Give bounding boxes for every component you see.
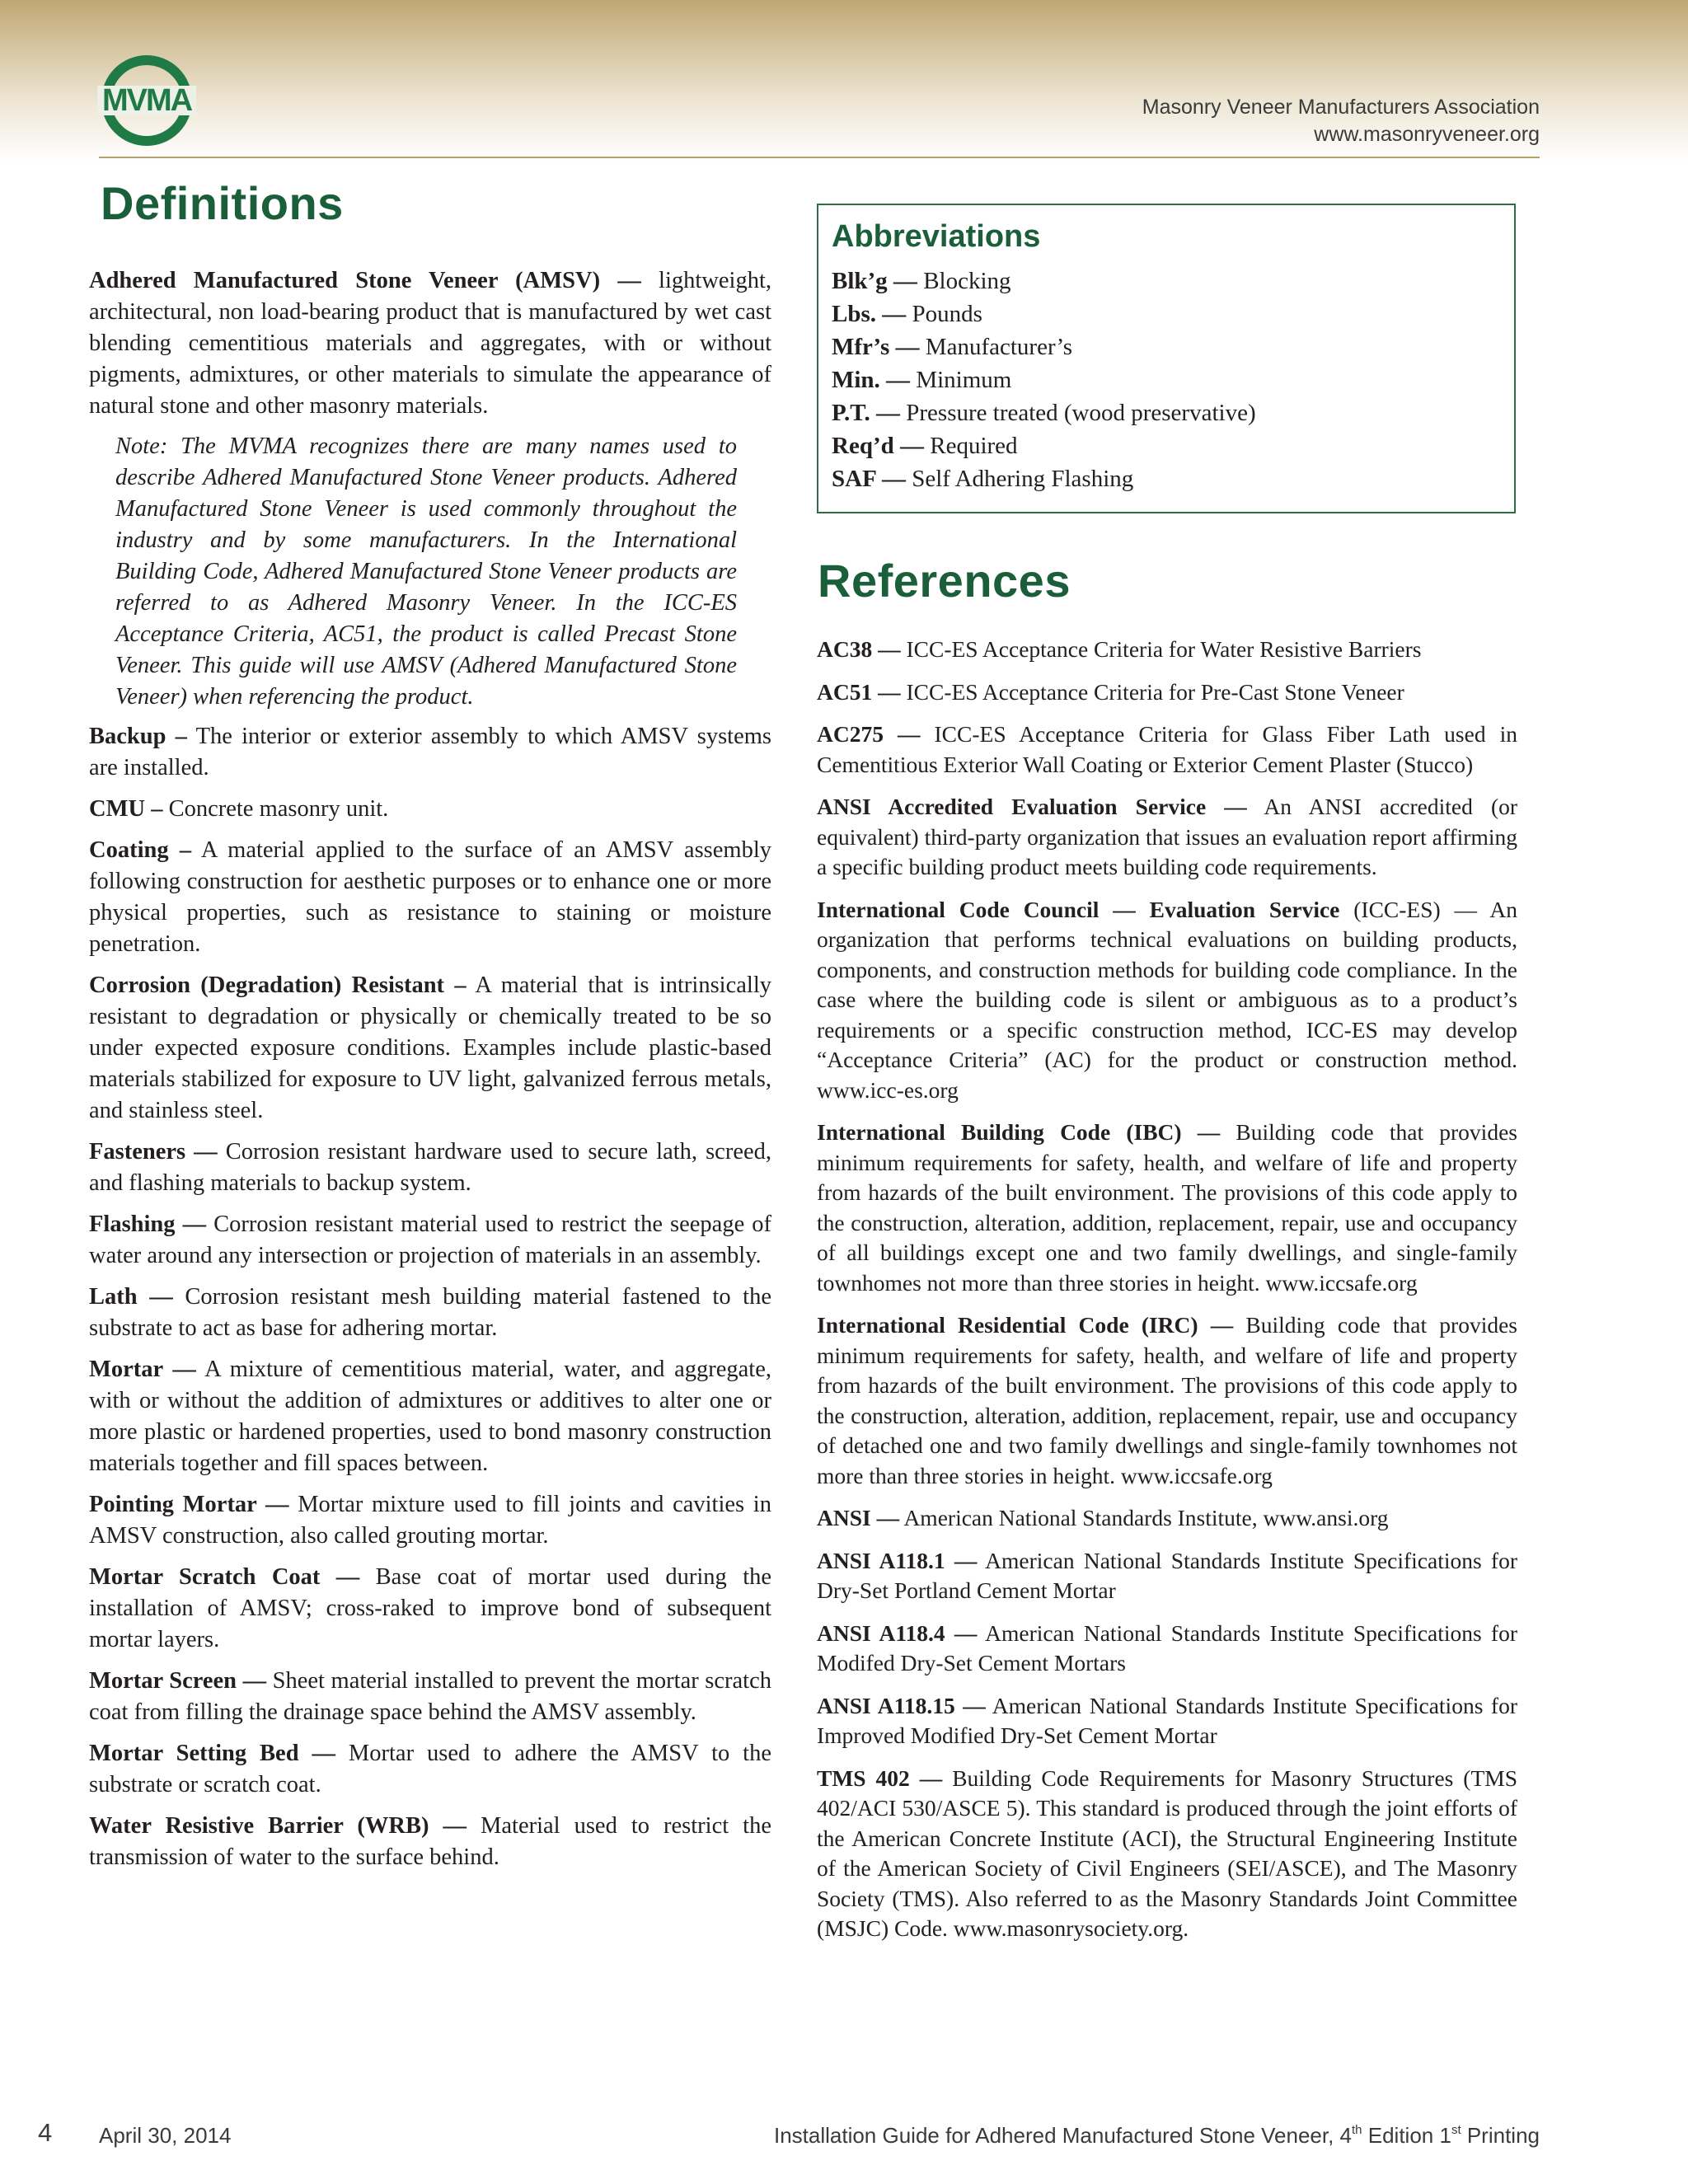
definition-text: Mortar used to adhere the AMSV to the substrate or scratch coat. bbox=[89, 1741, 771, 1797]
definition-text: Corrosion resistant hardware used to secure lath, screed, and flashing materials to backup system. bbox=[89, 1139, 771, 1196]
definition-term: Mortar Screen — bbox=[89, 1668, 267, 1694]
definition-item bbox=[89, 1811, 771, 1873]
definition-term: Mortar Setting Bed — bbox=[89, 1741, 335, 1766]
reference-term: International Residential Code (IRC) — bbox=[817, 1312, 1234, 1338]
reference-item bbox=[817, 792, 1517, 883]
definition-text: Base coat of mortar used during the installation of AMSV; cross-raked to improve bond of subsequent mortar layers. bbox=[89, 1564, 772, 1652]
reference-item bbox=[817, 1764, 1517, 1944]
reference-item bbox=[817, 1503, 1517, 1534]
reference-item bbox=[817, 895, 1517, 1106]
logo-text: MVMA bbox=[101, 83, 192, 118]
header-rule bbox=[99, 157, 1540, 158]
org-info bbox=[1142, 94, 1540, 148]
definition-text: A mixture of cementitious material, water, and aggregate, with or without the addition of admixtures or additives to alter one or more plastic or hardened properties, used to bond masonry construction materials together and fill spaces between. bbox=[89, 1357, 771, 1476]
footer-title-part: Printing bbox=[1461, 2123, 1540, 2148]
reference-term: ANSI A118.1 — bbox=[817, 1547, 978, 1573]
abbreviation-text: Manufacturer’s bbox=[919, 334, 1073, 360]
footer-date: April 30, 2014 bbox=[99, 2123, 232, 2148]
definition-term: Adhered Manufactured Stone Veneer (AMSV) — bbox=[89, 268, 641, 293]
references-heading: References bbox=[818, 555, 1071, 607]
footer-title bbox=[774, 2123, 1540, 2149]
abbreviation-text: Blocking bbox=[917, 268, 1011, 294]
reference-term: International Building Code (IBC) — bbox=[817, 1119, 1221, 1145]
abbreviation-term: Min. — bbox=[832, 367, 911, 393]
definition-text: Material used to restrict the transmission of water to the surface behind. bbox=[89, 1813, 771, 1870]
reference-text: ICC-ES Acceptance Criteria for Pre-Cast Stone Veneer bbox=[900, 678, 1404, 705]
page-number: 4 bbox=[38, 2118, 53, 2147]
reference-item bbox=[817, 1546, 1517, 1606]
abbreviation-item bbox=[832, 363, 1501, 396]
definition-term: Pointing Mortar — bbox=[89, 1492, 289, 1517]
abbreviation-term: Req’d — bbox=[832, 433, 924, 459]
abbreviation-text: Pressure treated (wood preservative) bbox=[900, 400, 1256, 426]
reference-term: International Code Council — Evaluation Service bbox=[817, 896, 1340, 922]
abbreviation-item bbox=[832, 396, 1501, 429]
reference-text: Building Code Requirements for Masonry Structures (TMS 402/ACI 530/ASCE 5). This standard is produced through the joint efforts of the American Concrete Institute (ACI), the Structural Engineering Institute of the American Society of Civil Engineers (SEI/ASCE), and The Masonry Society (TMS). Also referred to as the Masonry Standards Joint Committee (MSJC) Code. www.masonrysociety.org. bbox=[817, 1765, 1518, 1941]
abbreviation-term: Blk’g — bbox=[832, 268, 917, 294]
definition-item bbox=[89, 1562, 771, 1656]
reference-term: ANSI Accredited Evaluation Service — bbox=[817, 794, 1247, 819]
definition-item bbox=[89, 835, 771, 960]
reference-text: ICC-ES Acceptance Criteria for Glass Fiber Lath used in Cementitious Exterior Wall Coating or Exterior Cement Plaster (Stucco) bbox=[817, 721, 1517, 777]
reference-text: Building code that provides minimum requirements for safety, health, and welfare of life and property from hazards of the built environment. The provisions of this code apply to the construction, alteration, addition, replacement, repair, use and occupancy of detached one and two family dwellings and single-family townhomes not more than three stories in height. www.iccsafe.org bbox=[817, 1312, 1517, 1488]
abbreviation-item bbox=[832, 330, 1501, 363]
mvma-logo bbox=[97, 54, 196, 147]
footer-title-sup: st bbox=[1451, 2123, 1461, 2137]
abbreviation-term: Mfr’s — bbox=[832, 334, 920, 360]
definition-text: Corrosion resistant material used to restrict the seepage of water around any intersection or projection of materials in an assembly. bbox=[89, 1212, 771, 1268]
abbreviation-text: Required bbox=[923, 433, 1018, 459]
definition-item bbox=[89, 1137, 771, 1199]
definition-text: Sheet material installed to prevent the mortar scratch coat from filling the drainage space behind the AMSV assembly. bbox=[89, 1668, 771, 1725]
reference-item bbox=[817, 719, 1517, 780]
definition-term: Lath — bbox=[89, 1284, 173, 1310]
org-name: Masonry Veneer Manufacturers Association bbox=[1142, 96, 1540, 119]
reference-item bbox=[817, 635, 1517, 665]
references-list bbox=[817, 635, 1517, 1957]
definition-item bbox=[89, 265, 771, 422]
definition-term: Flashing — bbox=[89, 1212, 207, 1237]
definition-term: Backup – bbox=[89, 724, 187, 749]
reference-item bbox=[817, 1310, 1517, 1491]
reference-text: American National Standards Institute, www.ansi.org bbox=[899, 1505, 1389, 1530]
footer-title-sup: th bbox=[1352, 2123, 1362, 2137]
definition-item bbox=[89, 721, 771, 784]
reference-term: ANSI A118.4 — bbox=[817, 1619, 978, 1646]
abbreviation-item bbox=[832, 265, 1501, 298]
reference-text: American National Standards Institute Specifications for Dry-Set Portland Cement Mortar bbox=[817, 1547, 1517, 1603]
reference-term: AC51 — bbox=[817, 678, 901, 705]
reference-term: AC38 — bbox=[817, 636, 901, 662]
reference-item bbox=[817, 1691, 1517, 1751]
reference-item bbox=[817, 677, 1517, 708]
definition-text: Corrosion resistant mesh building material fastened to the substrate to act as base for adhering mortar. bbox=[89, 1284, 771, 1341]
definition-note: Note: The MVMA recognizes there are many names used to describe Adhered Manufactured Stone Veneer products. Adhered Manufactured Stone Veneer is used commonly throughout the industry and by some manufacturers. In the International Building Code, Adhered Manufactured Stone Veneer products are referred to as Adhered Masonry Veneer. In the ICC-ES Acceptance Criteria, AC51, the product is called Precast Stone Veneer. This guide will use AMSV (Adhered Manufactured Stone Veneer) when referencing the product. bbox=[115, 434, 737, 710]
reference-item bbox=[817, 1619, 1517, 1679]
reference-term: ANSI — bbox=[817, 1505, 900, 1530]
definition-item bbox=[89, 1738, 771, 1801]
definition-text: Mortar mixture used to fill joints and cavities in AMSV construction, also called grouting mortar. bbox=[89, 1492, 771, 1549]
definition-term: Mortar Scratch Coat — bbox=[89, 1564, 360, 1590]
definition-term: CMU – bbox=[89, 796, 163, 822]
definition-text: Concrete masonry unit. bbox=[162, 796, 389, 822]
abbreviation-term: Lbs. — bbox=[832, 301, 907, 327]
definition-item bbox=[89, 1209, 771, 1272]
org-url: www.masonryveneer.org bbox=[1314, 123, 1540, 146]
definition-term: Coating – bbox=[89, 837, 192, 863]
definition-item bbox=[89, 794, 771, 825]
definition-term: Corrosion (Degradation) Resistant – bbox=[89, 972, 467, 998]
reference-item bbox=[817, 1118, 1517, 1298]
abbreviation-text: Pounds bbox=[906, 301, 982, 327]
abbreviation-text: Minimum bbox=[910, 367, 1012, 393]
definition-item bbox=[89, 970, 771, 1127]
abbreviation-item bbox=[832, 462, 1501, 495]
definition-term: Mortar — bbox=[89, 1357, 196, 1382]
reference-term: AC275 — bbox=[817, 721, 921, 747]
footer-title-part: Installation Guide for Adhered Manufactured Stone Veneer, 4 bbox=[773, 2123, 1353, 2148]
definition-text: lightweight, architectural, non load-bearing product that is manufactured by wet cast blending cementitious materials and aggregates, with or without pigments, admixtures, or other materials to simulate the appearance of natural stone and other masonry materials. bbox=[89, 268, 772, 419]
footer-title-part: Edition 1 bbox=[1362, 2123, 1451, 2148]
definition-term: Fasteners — bbox=[89, 1139, 218, 1165]
abbreviations-heading: Abbreviations bbox=[832, 219, 1041, 254]
definition-item bbox=[89, 1666, 771, 1728]
definition-text: A material applied to the surface of an AMSV assembly following construction for aesthetic purposes or to enhance one or more physical properties, such as resistance to staining or moisture penetration. bbox=[89, 837, 771, 957]
abbreviation-text: Self Adhering Flashing bbox=[905, 466, 1134, 492]
definition-item bbox=[89, 1354, 771, 1479]
reference-text: American National Standards Institute Specifications for Improved Modified Dry-Set Cement Mortar bbox=[817, 1692, 1517, 1748]
reference-text: ICC-ES Acceptance Criteria for Water Resistive Barriers bbox=[900, 636, 1422, 662]
definition-text: A material that is intrinsically resistant to degradation or physically or chemically treated to be so under expected exposure conditions. Examples include plastic-based materials stabilized for exposure to UV light, galvanized ferrous metals, and stainless steel. bbox=[89, 972, 771, 1123]
definition-item bbox=[89, 1282, 771, 1344]
reference-term: TMS 402 — bbox=[817, 1765, 943, 1791]
definitions-heading: Definitions bbox=[101, 177, 344, 229]
reference-text: (ICC-ES) — An organization that performs technical evaluations on building products, components, and construction methods for building code compliance. In the case where the building code is silent or ambiguous as to a product’s requirements or a specific construction method, ICC-ES may develop “Acceptance Criteria” (AC) for the product or construction method. www.icc-es.org bbox=[817, 896, 1518, 1103]
abbreviation-term: P.T. — bbox=[832, 400, 900, 426]
definitions-list bbox=[89, 265, 771, 1883]
abbreviation-term: SAF — bbox=[832, 466, 906, 492]
reference-text: American National Standards Institute Specifications for Modifed Dry-Set Cement Mortars bbox=[817, 1619, 1517, 1675]
reference-text: Building code that provides minimum requirements for safety, health, and welfare of life and property from hazards of the built environment. The provisions of this code apply to the construction, alteration, addition, replacement, repair, use and occupancy of all buildings except one and two family dwellings, and single-family townhomes not more than three stories in height. www.iccsafe.org bbox=[817, 1119, 1517, 1296]
reference-term: ANSI A118.15 — bbox=[817, 1692, 986, 1718]
definition-term: Water Resistive Barrier (WRB) — bbox=[89, 1813, 467, 1839]
abbreviation-item bbox=[832, 298, 1501, 330]
abbreviations-box bbox=[817, 204, 1516, 513]
reference-text: An ANSI accredited (or equivalent) third-party organization that issues an evaluation report affirming a specific building product meets building code requirements. bbox=[817, 794, 1518, 879]
definition-text: The interior or exterior assembly to which AMSV systems are installed. bbox=[89, 724, 772, 780]
definition-item bbox=[89, 1489, 771, 1552]
abbreviation-item bbox=[832, 429, 1501, 462]
